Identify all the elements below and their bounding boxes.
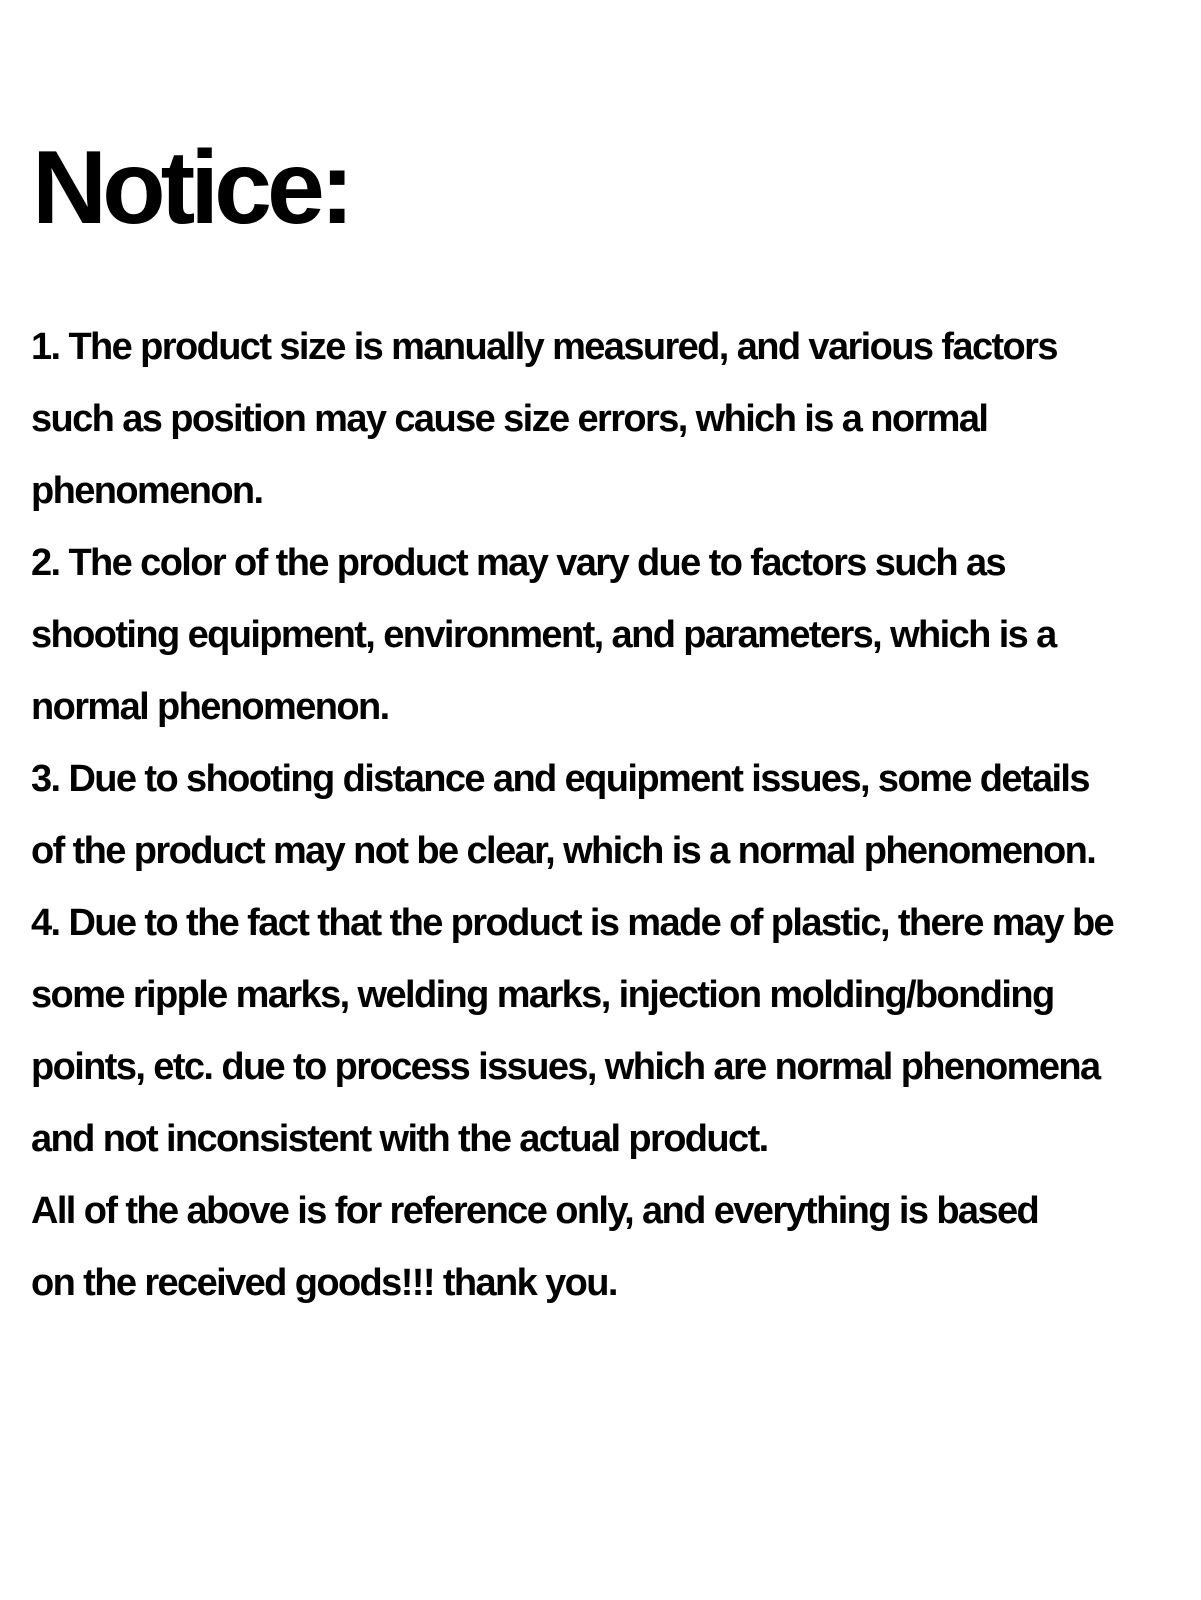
notice-line-11: points, etc. due to process issues, which are normal phenomena [31, 1046, 1100, 1088]
notice-line-13: All of the above is for reference only, and everything is based [31, 1190, 1039, 1232]
notice-line-8: of the product may not be clear, which is a normal phenomenon. [31, 830, 1096, 872]
notice-line-12: and not inconsistent with the actual product. [31, 1118, 768, 1160]
notice-line-14: on the received goods!!! thank you. [31, 1262, 617, 1304]
notice-line-6: normal phenomenon. [31, 686, 389, 728]
notice-line-10: some ripple marks, welding marks, injection molding/bonding [31, 974, 1054, 1016]
notice-line-4: 2. The color of the product may vary due to factors such as [31, 542, 1006, 584]
notice-line-9: 4. Due to the fact that the product is made of plastic, there may be [31, 902, 1114, 944]
notice-line-5: shooting equipment, environment, and parameters, which is a [31, 614, 1056, 656]
notice-line-7: 3. Due to shooting distance and equipment issues, some details [31, 758, 1089, 800]
notice-body [31, 311, 1181, 1319]
notice-title: Notice: [32, 130, 350, 246]
notice-line-3: phenomenon. [31, 470, 263, 512]
notice-line-1: 1. The product size is manually measured, and various factors [31, 326, 1057, 368]
notice-line-2: such as position may cause size errors, which is a normal [31, 398, 988, 440]
